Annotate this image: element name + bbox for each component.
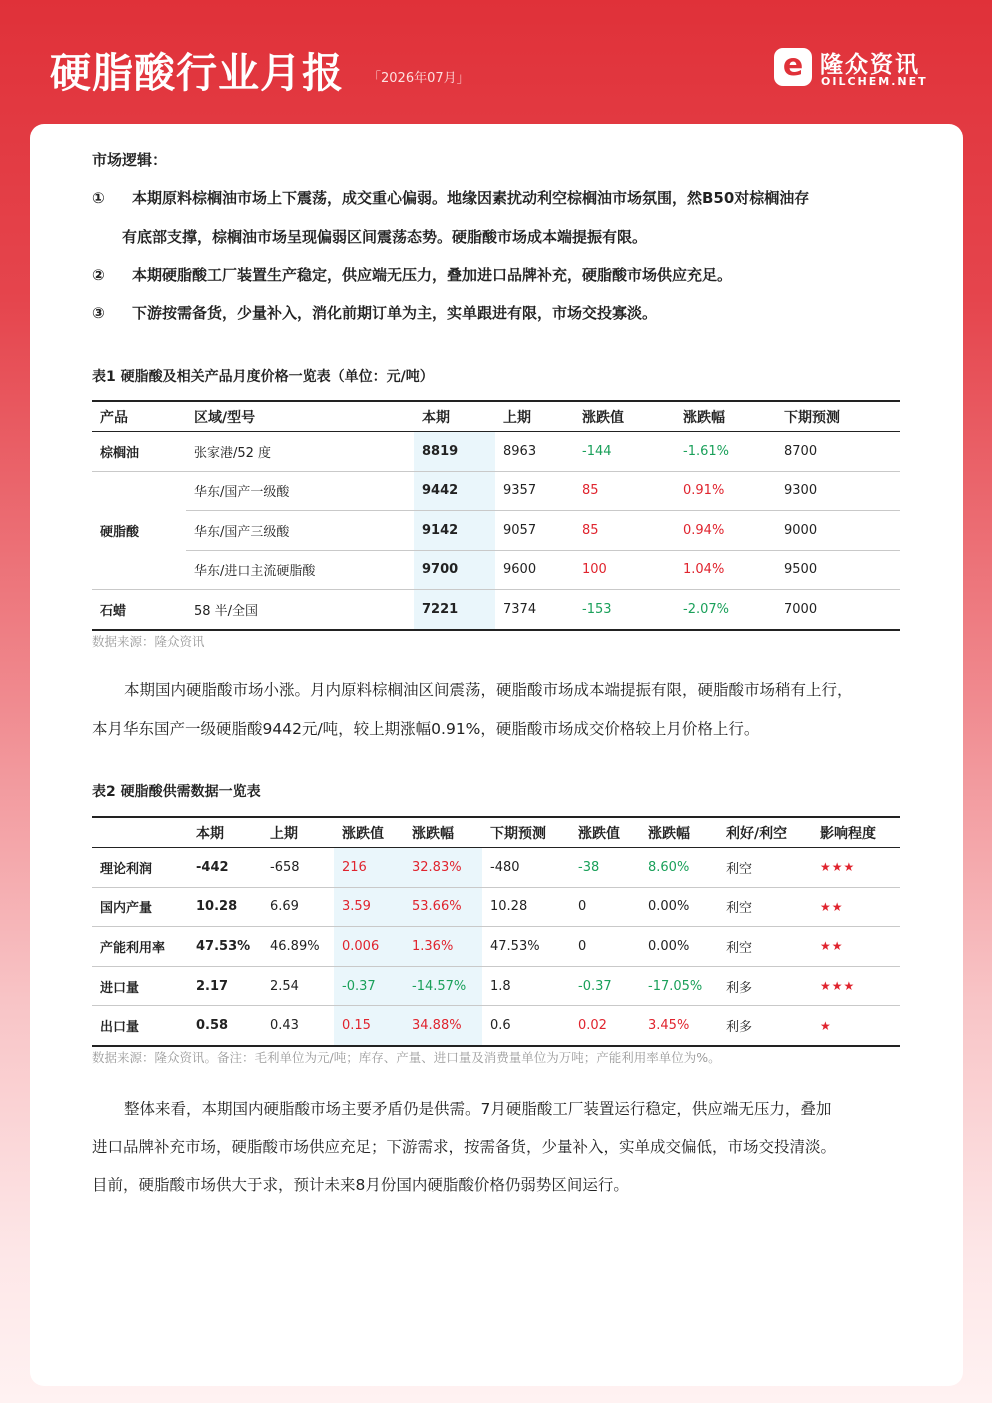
pct-cell: -14.57% [404, 966, 482, 1006]
region-cell: 华东/国产一级酸 [186, 471, 414, 511]
current-cell: 8819 [414, 432, 495, 472]
logic-num-2: ② [92, 266, 105, 284]
paragraph1-line2: 本月华东国产一级硬脂酸9442元/吨，较上期涨幅0.91%，硬脂酸市场成交价格较上月价格上行。 [92, 720, 760, 738]
impact-cell: 利多 [718, 966, 812, 1006]
change-cell: 100 [574, 550, 675, 590]
change-cell: -0.37 [334, 966, 404, 1006]
forecast-pct-cell: 3.45% [648, 1018, 690, 1034]
table-row [92, 1006, 900, 1046]
current-cell: 9442 [414, 471, 495, 511]
col-header: 涨跌幅 [404, 817, 482, 848]
table-header-row [92, 817, 900, 848]
logic-item-3 [92, 302, 657, 323]
logic-text-1a: 本期原料棕榈油市场上下震荡，成交重心偏弱。地缘因素扰动利空棕榈油市场氛围，然B50对棕榈油存 [132, 189, 810, 207]
metric-cell: 国内产量 [92, 887, 188, 927]
table-row [92, 432, 900, 472]
change-cell: -144 [574, 432, 675, 472]
pct-cell: 1.36% [404, 927, 482, 967]
forecast-change-cell: -0.37 [570, 966, 640, 1006]
logo-cn-text: 隆众资讯 [820, 52, 920, 78]
col-header: 涨跌幅 [675, 401, 776, 432]
logic-item-1 [92, 187, 809, 208]
previous-cell: 2.54 [262, 966, 334, 1006]
change-cell: 85 [574, 471, 675, 511]
table-row [92, 511, 900, 551]
previous-cell: -658 [262, 848, 334, 888]
pct-cell: 34.88% [404, 1006, 482, 1046]
metric-cell: 理论利润 [92, 848, 188, 888]
table-row [92, 966, 900, 1006]
forecast-pct-cell: 0.00% [640, 887, 718, 927]
current-cell: 7221 [414, 590, 495, 630]
supply-demand-table [92, 816, 900, 1047]
table-row [92, 590, 900, 630]
col-header: 区域/型号 [186, 401, 414, 432]
oilchem-logo [774, 46, 944, 90]
current-cell: 10.28 [188, 887, 262, 927]
table-header-row [92, 401, 900, 432]
forecast-cell: 9500 [776, 550, 900, 590]
pct-cell: 0.94% [675, 511, 776, 551]
col-header: 本期 [414, 401, 495, 432]
current-cell: 2.17 [188, 966, 262, 1006]
previous-cell: 9357 [495, 471, 574, 511]
change-cell: -153 [582, 601, 612, 617]
region-cell: 华东/国产三级酸 [186, 511, 414, 551]
paragraph2-line2: 进口品牌补充市场，硬脂酸市场供应充足；下游需求，按需备货，少量补入，实单成交偏低，市场交投清淡。 [92, 1138, 837, 1156]
forecast-cell: 7000 [784, 601, 818, 617]
change-cell: 0.15 [334, 1006, 404, 1046]
logic-item-1-cont [122, 226, 647, 247]
forecast-pct-cell: -17.05% [640, 966, 718, 1006]
current-cell: 0.58 [196, 1018, 229, 1034]
forecast-change-cell: 0 [570, 927, 640, 967]
region-cell: 58 半/全国 [194, 603, 259, 619]
table-row [92, 927, 900, 967]
metric-cell: 进口量 [92, 966, 188, 1006]
forecast-cell: 47.53% [482, 927, 570, 967]
logic-text-1b: 有底部支撑，棕榈油市场呈现偏弱区间震荡态势。硬脂酸市场成本端提振有限。 [122, 228, 648, 246]
col-header: 利好/利空 [718, 817, 812, 848]
pct-cell: -2.07% [683, 601, 729, 617]
previous-cell: 46.89% [262, 927, 334, 967]
logic-num-1: ① [92, 189, 105, 207]
previous-cell: 9600 [495, 550, 574, 590]
impact-cell: 利空 [718, 927, 812, 967]
impact-level-stars: ★★★ [812, 966, 900, 1006]
logic-text-3: 下游按需备货，少量补入，消化前期订单为主，实单跟进有限，市场交投寡淡。 [132, 304, 658, 322]
forecast-cell: 9300 [776, 471, 900, 511]
paragraph2-line1: 整体来看，本期国内硬脂酸市场主要矛盾仍是供需。7月硬脂酸工厂装置运行稳定，供应端无压力，叠加 [124, 1100, 832, 1118]
logic-num-3: ③ [92, 304, 105, 322]
change-cell: 0.006 [334, 927, 404, 967]
forecast-cell: 9000 [776, 511, 900, 551]
forecast-cell: -480 [482, 848, 570, 888]
col-header: 上期 [262, 817, 334, 848]
previous-cell: 9057 [495, 511, 574, 551]
region-cell: 张家港/52 度 [186, 432, 414, 472]
impact-cell: 利多 [726, 1020, 753, 1036]
impact-cell: 利空 [718, 848, 812, 888]
col-header [92, 817, 188, 848]
impact-level-stars: ★★ [812, 887, 900, 927]
pct-cell: 0.91% [675, 471, 776, 511]
metric-cell: 产能利用率 [92, 927, 188, 967]
pct-cell: 53.66% [404, 887, 482, 927]
market-logic-title: 市场逻辑： [92, 151, 168, 169]
forecast-pct-cell: 8.60% [640, 848, 718, 888]
logo-en-text: OILCHEM.NET [821, 75, 928, 88]
table-row [92, 887, 900, 927]
table2-title: 表2 硬脂酸供需数据一览表 [92, 784, 261, 800]
forecast-cell: 8700 [776, 432, 900, 472]
col-header: 下期预测 [482, 817, 570, 848]
col-header: 产品 [92, 401, 186, 432]
table1-title: 表1 硬脂酸及相关产品月度价格一览表（单位：元/吨） [92, 369, 434, 385]
forecast-change-cell: 0 [570, 887, 640, 927]
logo-mark-icon: e [774, 48, 812, 86]
forecast-change-cell: -38 [570, 848, 640, 888]
previous-cell: 0.43 [270, 1018, 299, 1034]
price-table [92, 400, 900, 631]
table-row [92, 848, 900, 888]
change-cell: 85 [574, 511, 675, 551]
impact-level-stars: ★★★ [812, 848, 900, 888]
col-header: 下期预测 [776, 401, 900, 432]
impact-level-stars: ★★ [812, 927, 900, 967]
product-cell: 硬脂酸 [92, 471, 186, 590]
metric-cell: 出口量 [100, 1020, 140, 1036]
col-header: 涨跌值 [570, 817, 640, 848]
current-cell: 9700 [414, 550, 495, 590]
forecast-change-cell: 0.02 [578, 1018, 607, 1034]
table-row [92, 550, 900, 590]
table1-source: 数据来源：隆众资讯 [92, 634, 205, 649]
logic-text-2: 本期硬脂酸工厂装置生产稳定，供应端无压力，叠加进口品牌补充，硬脂酸市场供应充足。 [132, 266, 733, 284]
pct-cell: -1.61% [675, 432, 776, 472]
forecast-cell: 10.28 [482, 887, 570, 927]
pct-cell: 1.04% [675, 550, 776, 590]
previous-cell: 8963 [495, 432, 574, 472]
col-header: 涨跌幅 [640, 817, 718, 848]
paragraph2-line3: 目前，硬脂酸市场供大于求，预计未来8月份国内硬脂酸价格仍弱势区间运行。 [92, 1176, 629, 1194]
forecast-cell: 0.6 [490, 1018, 511, 1034]
impact-cell: 利空 [718, 887, 812, 927]
col-header: 涨跌值 [574, 401, 675, 432]
current-cell: 47.53% [188, 927, 262, 967]
col-header: 本期 [188, 817, 262, 848]
impact-level-stars: ★ [820, 1018, 832, 1033]
logic-item-2 [92, 264, 732, 285]
col-header: 影响程度 [812, 817, 900, 848]
forecast-pct-cell: 0.00% [640, 927, 718, 967]
report-title: 硬脂酸行业月报 [50, 49, 344, 97]
forecast-cell: 1.8 [482, 966, 570, 1006]
report-header [0, 0, 992, 125]
previous-cell: 7374 [503, 601, 537, 617]
table2-source: 数据来源：隆众资讯。备注：毛利单位为元/吨；库存、产量、进口量及消费量单位为万吨；产能利用率单位为%。 [92, 1050, 721, 1065]
col-header: 涨跌值 [334, 817, 404, 848]
current-cell: 9142 [414, 511, 495, 551]
pct-cell: 32.83% [404, 848, 482, 888]
current-cell: -442 [188, 848, 262, 888]
product-cell: 棕榈油 [92, 432, 186, 472]
paragraph1-line1: 本期国内硬脂酸市场小涨。月内原料棕榈油区间震荡，硬脂酸市场成本端提振有限，硬脂酸市场稍有上行， [124, 681, 853, 699]
product-cell: 石蜡 [100, 603, 127, 619]
change-cell: 216 [334, 848, 404, 888]
col-header: 上期 [495, 401, 574, 432]
change-cell: 3.59 [334, 887, 404, 927]
previous-cell: 6.69 [262, 887, 334, 927]
table-row [92, 471, 900, 511]
report-date: 「2026年07月」 [368, 71, 470, 86]
region-cell: 华东/进口主流硬脂酸 [186, 550, 414, 590]
